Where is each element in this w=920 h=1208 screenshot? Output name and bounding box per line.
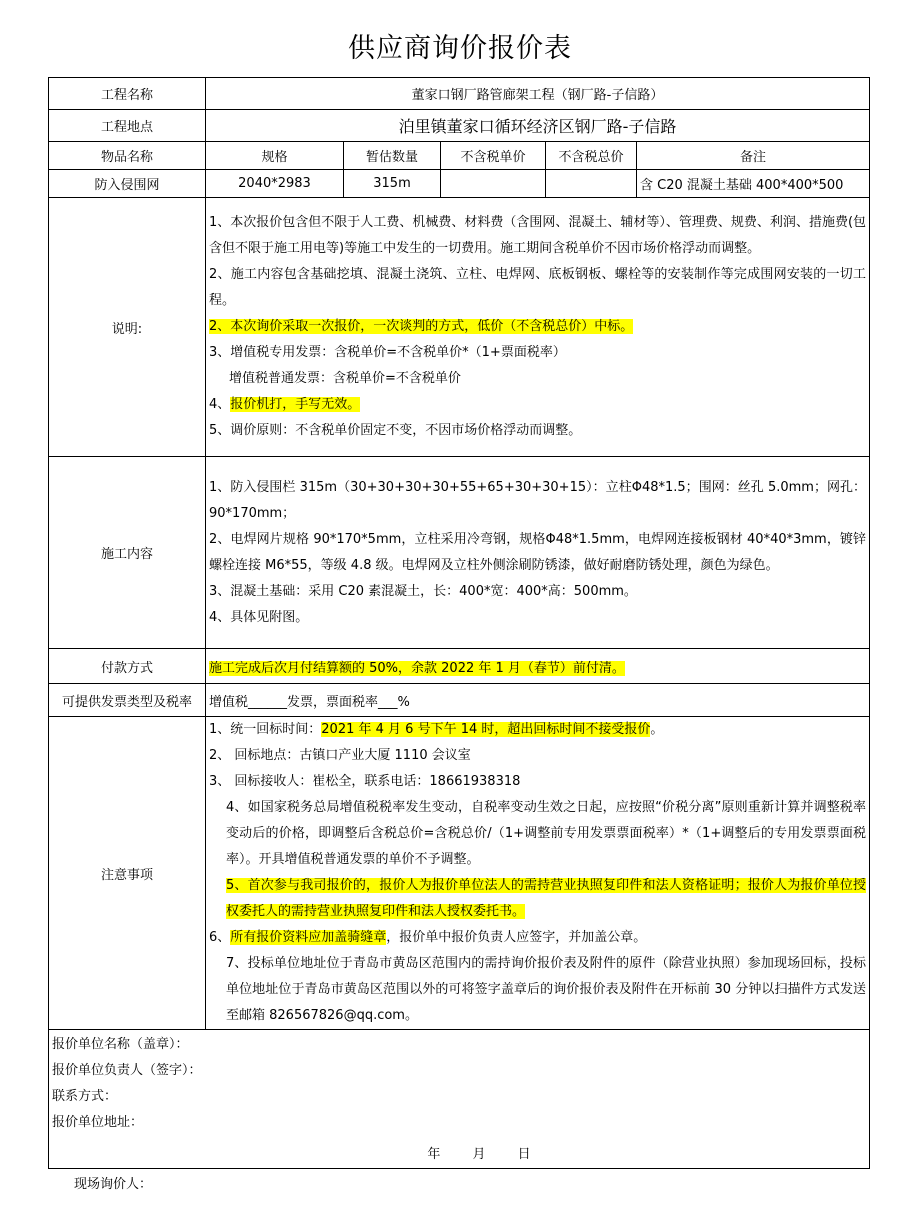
item-remark: 含 C20 混凝土基础 400*400*500	[637, 170, 870, 198]
attention-line-5: 5、首次参与我司报价的，报价人为报价单位法人的需持营业执照复印件和法人资格证明；报价人为报价单位授权委托人的需持营业执照复印件和法人授权委托书。	[226, 878, 867, 919]
date-month: 月	[472, 1147, 486, 1162]
construction-content	[206, 457, 870, 649]
construction-line-4: 4、具体见附图。	[209, 609, 309, 625]
footer-content	[49, 1030, 870, 1169]
construction-row	[49, 457, 870, 649]
attention-line-3: 3、 回标接收人：崔松全，联系电话：18661938318	[209, 774, 521, 789]
notes-line-2: 2、施工内容包含基础挖填、混凝土浇筑、立柱、电焊网、底板钢板、螺栓等的安装制作等完成围网安装的一切工程。	[209, 267, 867, 308]
item-unit-price-field[interactable]	[441, 170, 546, 198]
column-header-unit-price: 不含税单价	[441, 142, 546, 170]
notes-line-7: 5、调价原则：不含税单价固定不变，不因市场价格浮动而调整。	[209, 423, 582, 438]
notes-line-6: 报价机打，手写无效。	[230, 397, 361, 412]
invoice-label: 可提供发票类型及税率	[49, 684, 206, 717]
date-line	[52, 1142, 866, 1168]
notes-line-4: 3、增值税专用发票：含税单价=不含税单价*（1+票面税率）	[209, 345, 566, 360]
construction-line-2: 2、电焊网片规格 90*170*5mm，立柱采用冷弯钢，规格Φ48*1.5mm，电焊网连接板钢材 40*40*3mm，镀锌螺栓连接 M6*55，等级 4.8 级。电焊网及立柱外侧涂刷防锈漆，做好耐磨防锈处理，颜色为绿色。	[209, 531, 867, 573]
address-field[interactable]: 报价单位地址：	[52, 1115, 144, 1130]
attention-label: 注意事项	[49, 717, 206, 1030]
notes-label: 说明:	[49, 198, 206, 457]
item-row	[49, 170, 870, 198]
quote-unit-person-field[interactable]: 报价单位负责人（签字）：	[52, 1063, 202, 1078]
attention-line-1-suffix: 。	[650, 722, 664, 737]
date-year: 年	[427, 1147, 441, 1162]
project-name-label: 工程名称	[49, 78, 206, 110]
construction-line-3: 3、混凝土基础：采用 C20 素混凝土，长：400*宽：400*高：500mm。	[209, 583, 637, 599]
project-location-value: 泊里镇董家口循环经济区钢厂路-子信路	[206, 110, 870, 142]
notes-content	[206, 198, 870, 457]
attention-line-7: 7、投标单位地址位于青岛市黄岛区范围内的需持询价报价表及附件的原件（除营业执照）参加现场回标，投标单位地址位于青岛市黄岛区范围以外的可将签字盖章后的询价报价表及附件在开标前 30 分钟以扫描件方式发送至邮箱 826567826@qq.com。	[226, 956, 867, 1023]
payment-row	[49, 649, 870, 684]
attention-line-4: 4、如国家税务总局增值税税率发生变动，自税率变动生效之日起，应按照“价税分离”原则重新计算并调整税率变动后的价格，即调整后含税总价=含税总价/（1+调整前专用发票票面税率）*（1+调整后的专用发票票面税率）。开具增值税普通发票的单价不予调整。	[226, 800, 867, 867]
item-spec: 2040*2983	[206, 170, 344, 198]
notes-line-3: 2、本次询价采取一次报价，一次谈判的方式，低价（不含税总价）中标。	[209, 319, 634, 334]
construction-line-1: 1、防入侵围栏 315m（30+30+30+30+55+65+30+30+15）：立柱Φ48*1.5；围网：丝孔 5.0mm；网孔：90*170mm；	[209, 479, 867, 521]
attention-line-1-highlight: 2021 年 4 月 6 号下午 14 时，超出回标时间不接受报价	[321, 722, 651, 737]
notes-line-1: 1、本次报价包含但不限于人工费、机械费、材料费（含围网、混凝土、辅材等）、管理费、规费、利润、措施费(包含但不限于施工用电等)等施工中发生的一切费用。施工期间含税单价不因市场价格浮动而调整。	[209, 215, 867, 256]
project-location-label: 工程地点	[49, 110, 206, 142]
column-header-total-price: 不含税总价	[546, 142, 637, 170]
column-header-quantity: 暂估数量	[344, 142, 441, 170]
contact-field[interactable]: 联系方式：	[52, 1089, 118, 1104]
onsite-inquirer-label: 现场询价人：	[74, 1177, 153, 1192]
attention-row	[49, 717, 870, 1030]
column-header-row	[49, 142, 870, 170]
attention-line-1-prefix: 1、统一回标时间：	[209, 722, 322, 737]
quote-unit-name-field[interactable]: 报价单位名称（盖章）：	[52, 1037, 189, 1052]
payment-value: 施工完成后次月付结算额的 50%，余款 2022 年 1 月（春节）前付清。	[209, 660, 625, 676]
notes-line-5: 增值税普通发票：含税单价=不含税单价	[229, 371, 461, 386]
quotation-table	[48, 77, 870, 1169]
date-day: 日	[517, 1147, 531, 1162]
attention-line-6-prefix: 6、	[209, 930, 231, 945]
attention-line-2: 2、 回标地点：古镇口产业大厦 1110 会议室	[209, 748, 471, 763]
column-header-remark: 备注	[637, 142, 870, 170]
item-quantity: 315m	[344, 170, 441, 198]
attention-line-6-suffix: ，报价单中报价负责人应签字，并加盖公章。	[386, 930, 647, 945]
notes-line-6-prefix: 4、	[209, 397, 231, 412]
project-name-row	[49, 78, 870, 110]
item-total-price-field[interactable]	[546, 170, 637, 198]
payment-label: 付款方式	[49, 649, 206, 684]
column-header-spec: 规格	[206, 142, 344, 170]
project-name-value: 董家口钢厂路管廊架工程（钢厂路-子信路）	[206, 78, 870, 110]
invoice-value[interactable]: 增值税______发票，票面税率___%	[206, 684, 870, 717]
notes-row	[49, 198, 870, 457]
invoice-row	[49, 684, 870, 717]
construction-label: 施工内容	[49, 457, 206, 649]
project-location-row	[49, 110, 870, 142]
column-header-item-name: 物品名称	[49, 142, 206, 170]
page-title: 供应商询价报价表	[348, 33, 572, 64]
attention-line-6-highlight: 所有报价资料应加盖骑缝章	[230, 930, 387, 945]
item-name: 防入侵围网	[49, 170, 206, 198]
footer-row	[49, 1030, 870, 1169]
attention-content	[206, 717, 870, 1030]
